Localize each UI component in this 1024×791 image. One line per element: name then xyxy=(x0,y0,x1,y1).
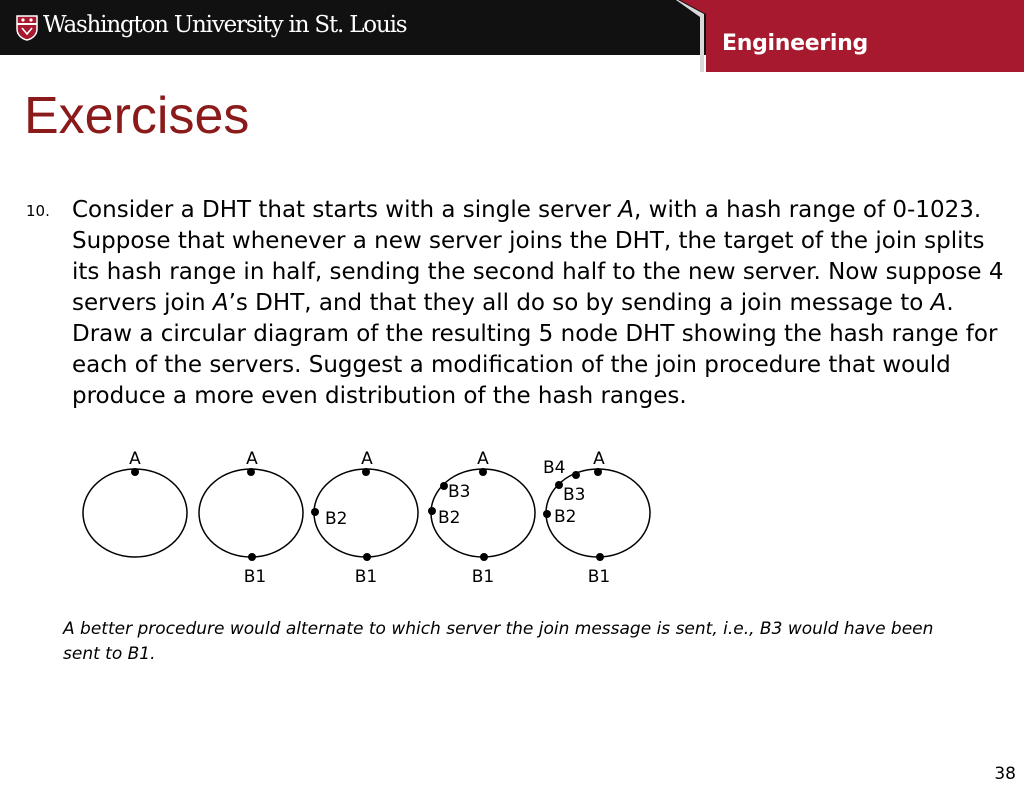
node-b3-label: B3 xyxy=(448,482,471,502)
question-text-part: . Draw a circular diagram of the resulting 5 node DHT showing the hash range for each of the servers. Suggest a modification of the join procedure that would produce a more even distribution of the hash ranges. xyxy=(72,290,998,409)
dht-ring-diagrams xyxy=(0,440,700,590)
node-b1-dot xyxy=(363,553,371,561)
header-bar xyxy=(0,0,1024,72)
page-number: 38 xyxy=(994,764,1016,784)
node-b3-label: B3 xyxy=(563,485,586,505)
node-a-dot xyxy=(479,468,487,476)
slide-title: Exercises xyxy=(24,87,250,145)
server-name: A xyxy=(618,197,635,223)
server-name: A xyxy=(212,290,229,316)
node-a-label: A xyxy=(593,449,605,469)
node-a-label: A xyxy=(246,449,258,469)
question-text-part: , with a hash range of 0-1023. Suppose that whenever a new server joins the DHT, the target of the join splits its hash range in half, sending the second half to the new server. Now suppose 4 servers join xyxy=(72,197,1004,316)
node-b2-label: B2 xyxy=(554,507,577,527)
question-text-part: Consider a DHT that starts with a single server xyxy=(72,197,619,223)
node-b1-label: B1 xyxy=(243,567,267,587)
node-b3-dot xyxy=(555,481,563,489)
node-a-dot xyxy=(247,468,255,476)
node-a-dot xyxy=(362,468,370,476)
dht-ring-2 xyxy=(199,449,303,587)
dht-ring-4 xyxy=(428,449,535,587)
node-b2-label: B2 xyxy=(438,508,461,528)
university-shield-icon xyxy=(16,15,38,41)
node-b3-dot xyxy=(440,482,448,490)
dht-ring-3 xyxy=(311,449,418,587)
dht-ring-1 xyxy=(83,449,187,557)
ring-circle xyxy=(83,469,187,557)
node-b1-label: B1 xyxy=(587,567,611,587)
node-b1-dot xyxy=(480,553,488,561)
node-b2-dot xyxy=(543,510,551,518)
node-b1-dot xyxy=(248,553,256,561)
node-b1-label: B1 xyxy=(471,567,495,587)
node-b4-dot xyxy=(572,471,580,479)
node-b1-label: B1 xyxy=(354,567,378,587)
node-a-label: A xyxy=(361,449,373,469)
server-name: A xyxy=(930,290,947,316)
node-b4-label: B4 xyxy=(543,458,566,478)
node-a-label: A xyxy=(129,449,141,469)
question-text-part: ’s DHT, and that they all do so by sending a join message to xyxy=(228,290,931,316)
ring-circle xyxy=(199,469,303,557)
institution-name: Washington University in St. Louis xyxy=(43,12,407,38)
node-b2-dot xyxy=(311,508,319,516)
node-a-dot xyxy=(594,468,602,476)
node-a-dot xyxy=(131,468,139,476)
node-b2-label: B2 xyxy=(325,509,348,529)
question-number: 10. xyxy=(26,202,50,220)
answer-text: A better procedure would alternate to which server the join message is sent, i.e., B3 would have been sent to B1. xyxy=(63,619,934,664)
dht-ring-5 xyxy=(543,449,650,587)
node-a-label: A xyxy=(477,449,489,469)
node-b1-dot xyxy=(596,553,604,561)
node-b2-dot xyxy=(428,507,436,515)
school-name: Engineering xyxy=(722,31,868,56)
question-text xyxy=(72,195,1017,412)
